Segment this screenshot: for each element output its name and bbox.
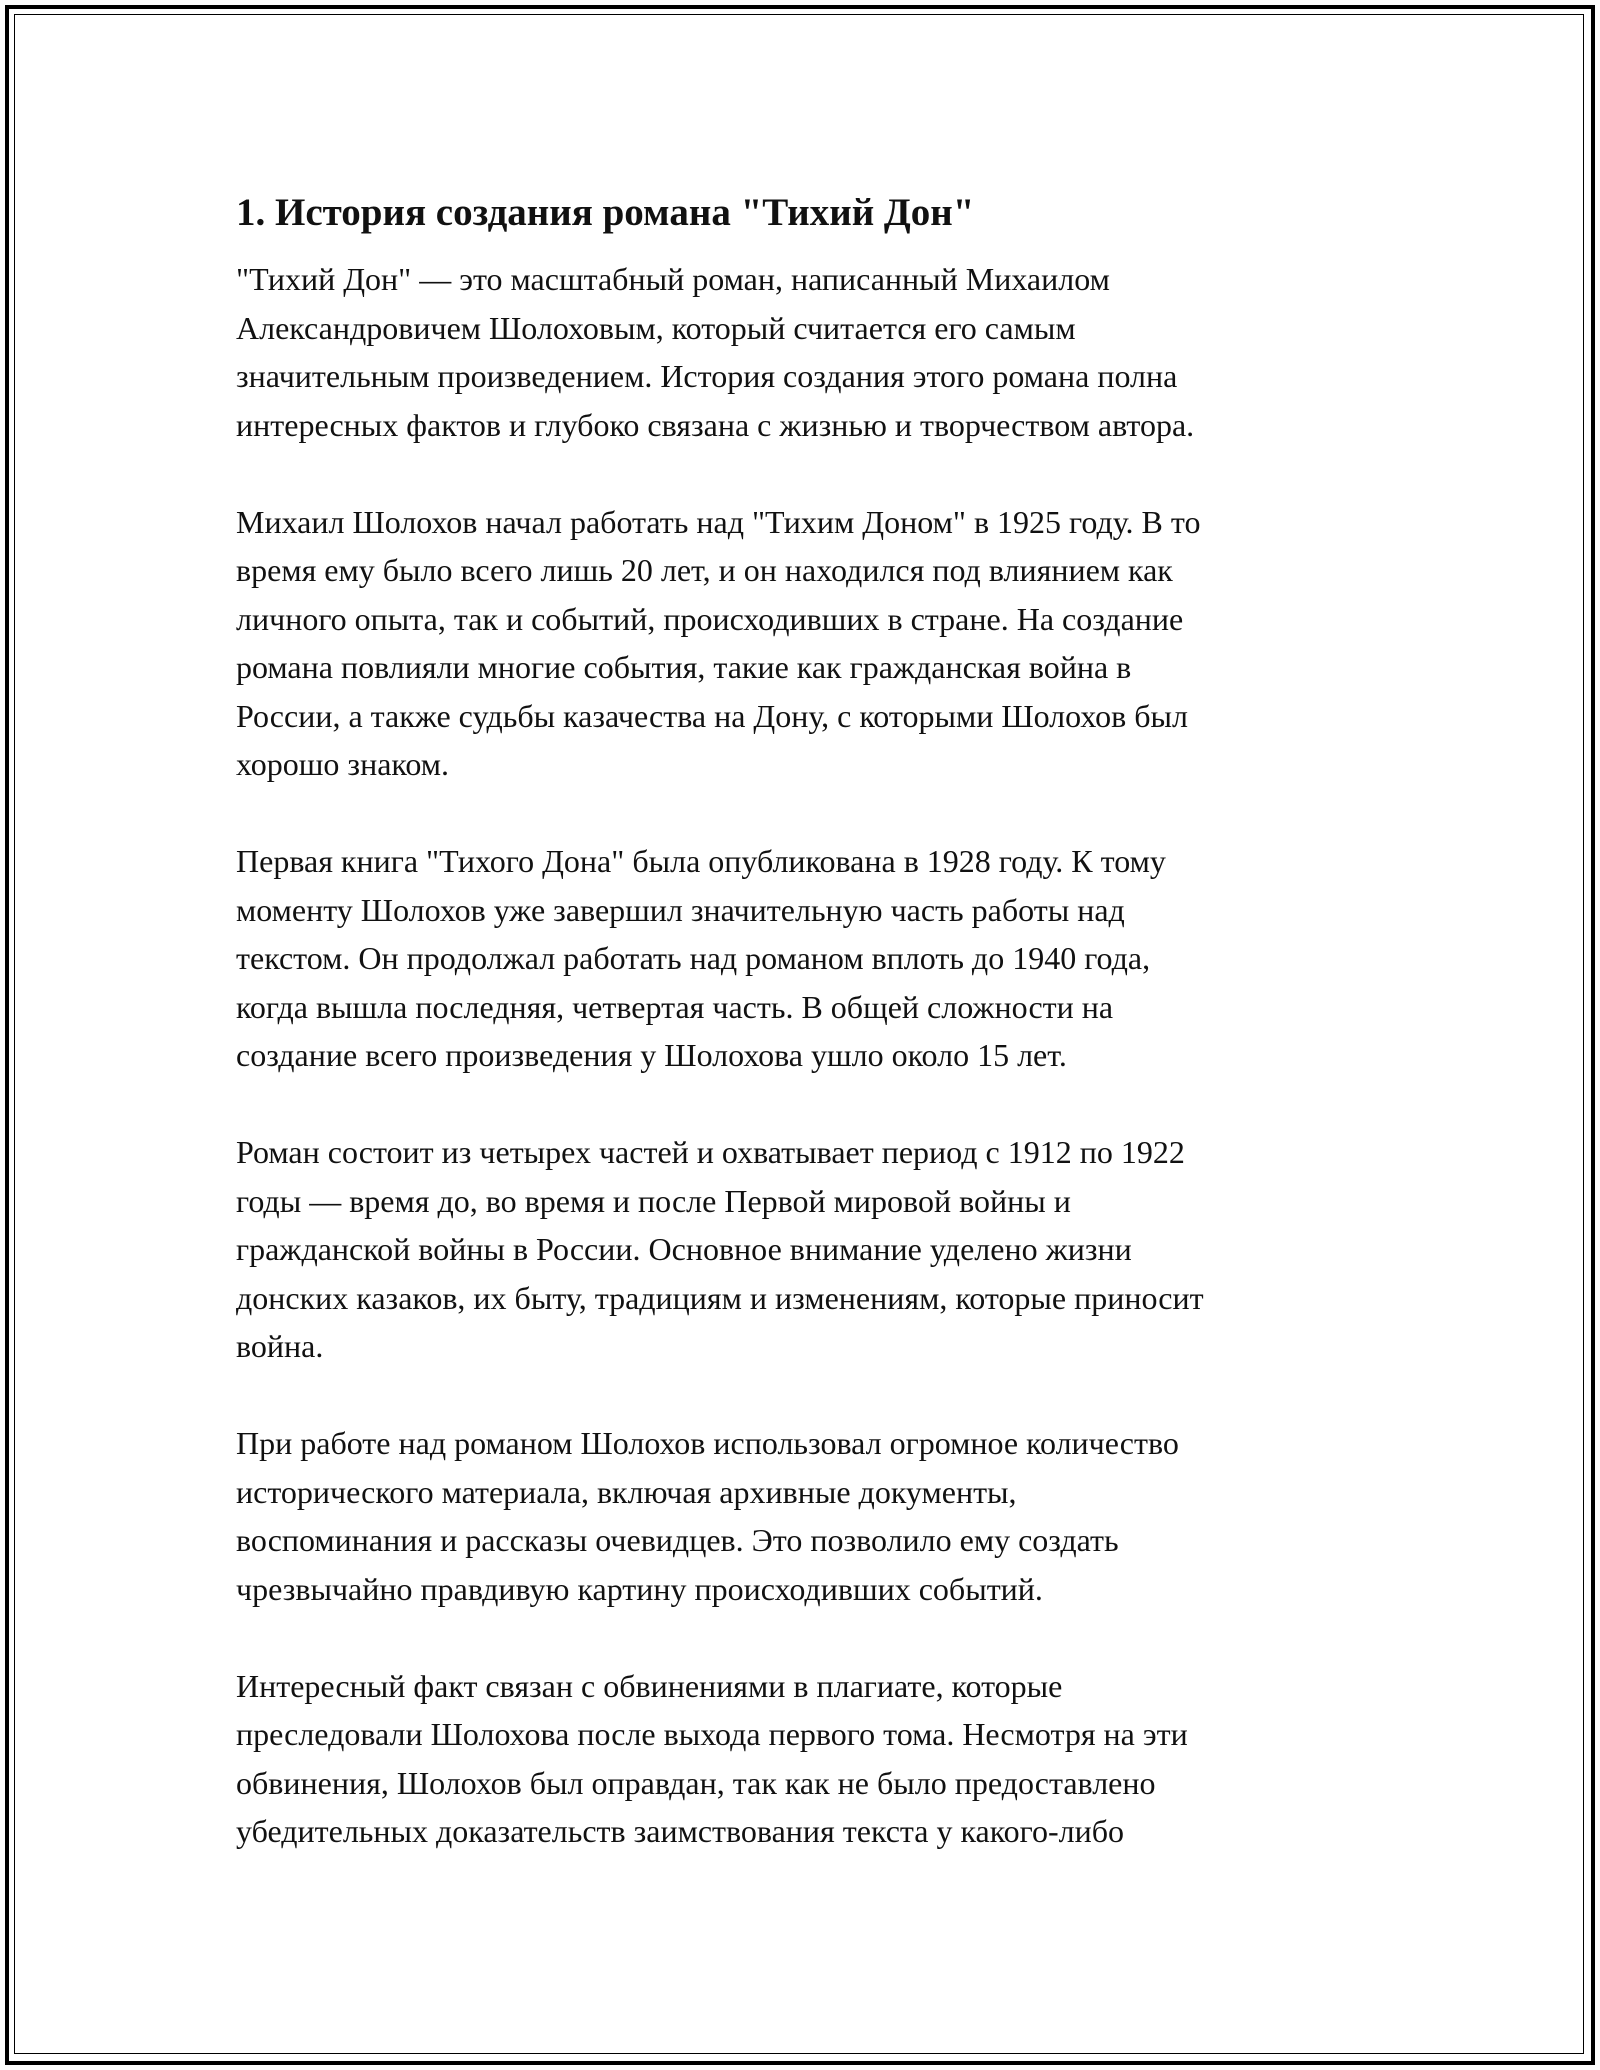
text-line: создание всего произведения у Шолохова ушло около 15 лет. [236, 1037, 1067, 1073]
text-line: При работе над романом Шолохов использовал огромное количество [236, 1425, 1179, 1461]
text-line: Первая книга "Тихого Дона" была опубликована в 1928 году. К тому [236, 843, 1166, 879]
text-line: хорошо знаком. [236, 746, 449, 782]
text-line: личного опыта, так и событий, происходивших в стране. На создание [236, 600, 1184, 637]
paragraph-6 [236, 1662, 1366, 1856]
paragraph-5 [236, 1419, 1366, 1613]
text-line: значительным произведением. История создания этого романа полна [236, 358, 1178, 394]
text-line: Михаил Шолохов начал работать над "Тихим Доном" в 1925 году. В то [236, 503, 1201, 540]
paragraph-3 [236, 837, 1366, 1080]
text-line: текстом. Он продолжал работать над романом вплоть до 1940 года, [236, 940, 1151, 976]
text-line: интересных фактов и глубоко связана с жизнью и творчеством автора. [236, 406, 1195, 443]
text-line: Роман состоит из четырех частей и охватывает период с 1912 по 1922 [236, 1134, 1185, 1170]
text-line: годы — время до, во время и после Первой мировой войны и [236, 1182, 1071, 1219]
text-line: война. [236, 1328, 324, 1364]
paragraph-1 [236, 255, 1366, 449]
text-line: убедительных доказательств заимствования текста у какого-либо [236, 1813, 1125, 1849]
text-line: обвинения, Шолохов был оправдан, так как не было предоставлено [236, 1764, 1156, 1801]
text-line: исторического материала, включая архивные документы, [236, 1473, 1017, 1510]
paragraph-4 [236, 1128, 1366, 1371]
text-line: когда вышла последняя, четвертая часть. В общей сложности на [236, 988, 1114, 1025]
text-line: гражданской войны в России. Основное внимание уделено жизни [236, 1231, 1132, 1267]
text-line: Александровичем Шолоховым, который считается его самым [236, 309, 1076, 346]
text-line: чрезвычайно правдивую картину происходивших событий. [236, 1570, 1043, 1607]
text-line: романа повлияли многие события, такие как гражданская война в [236, 649, 1132, 685]
section-heading: 1. История создания романа "Тихий Дон" [236, 191, 975, 234]
text-line: "Тихий Дон" — это масштабный роман, написанный Михаилом [236, 261, 1110, 297]
text-line: донских казаков, их быту, традициям и изменениям, которые приносит [236, 1279, 1204, 1316]
text-line: России, а также судьбы казачества на Дону, с которыми Шолохов был [236, 697, 1188, 734]
text-line: Интересный факт связан с обвинениями в плагиате, которые [236, 1667, 1063, 1704]
text-line: моменту Шолохов уже завершил значительную часть работы над [236, 891, 1125, 928]
document-body [236, 185, 1366, 1904]
text-line: время ему было всего лишь 20 лет, и он находился под влиянием как [236, 552, 1173, 588]
text-line: воспоминания и рассказы очевидцев. Это позволило ему создать [236, 1522, 1119, 1558]
text-line: преследовали Шолохова после выхода первого тома. Несмотря на эти [236, 1716, 1188, 1752]
paragraph-2 [236, 498, 1366, 789]
